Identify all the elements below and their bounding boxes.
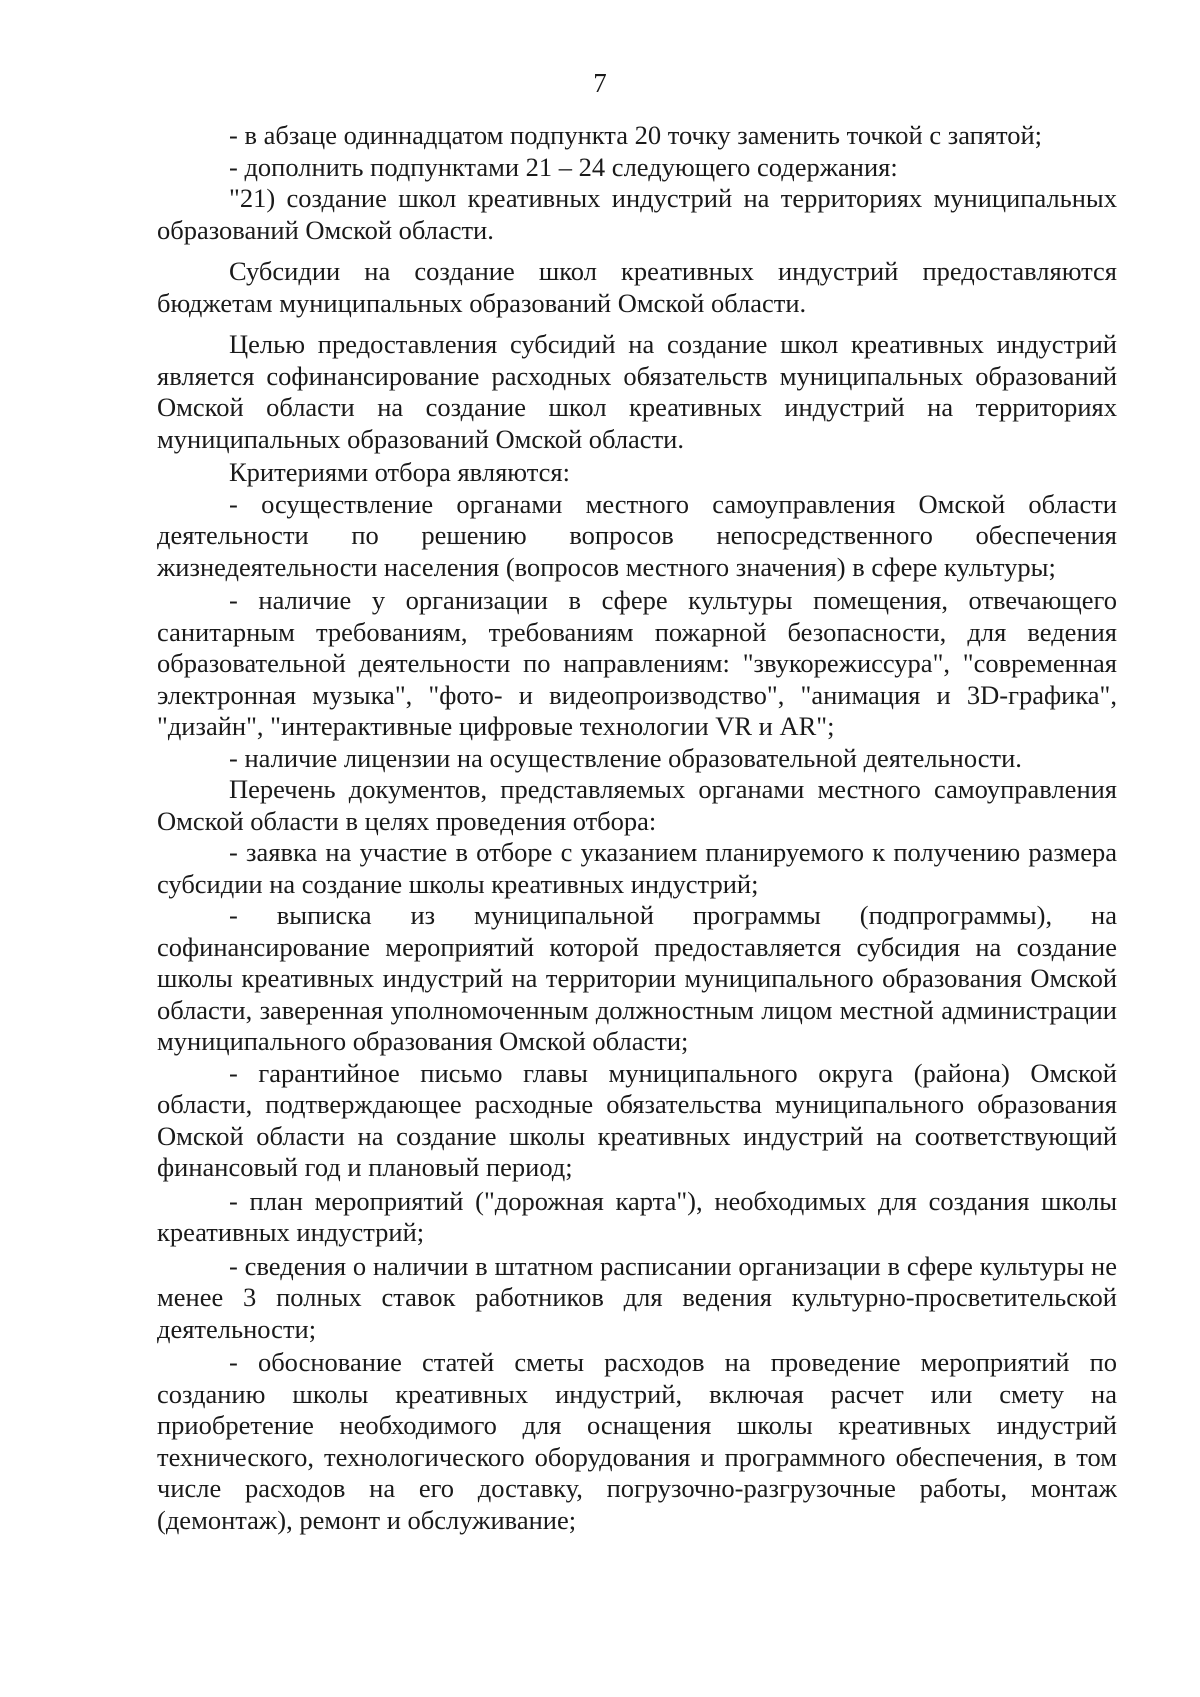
- paragraph-doc-roadmap: - план мероприятий ("дорожная карта"), необходимых для создания школы креативных индустрий;: [157, 1185, 1117, 1247]
- paragraph-doc-guarantee-letter: - гарантийное письмо главы муниципального округа (района) Омской области, подтверждающее расходные обязательства муниципального образования Омской области на создание школы креативных индустрий на соответствующий финансовый год и плановый период;: [157, 1057, 1117, 1182]
- paragraph-documents-heading: Перечень документов, представляемых органами местного самоуправления Омской области в целях проведения отбора:: [157, 774, 1117, 836]
- paragraph-doc-staffing: - сведения о наличии в штатном расписании организации в сфере культуры не менее 3 полных ставок работников для ведения культурно-просветительской деятельности;: [157, 1250, 1117, 1344]
- paragraph-amend-subparagraph-20: - в абзаце одиннадцатом подпункта 20 точку заменить точкой с запятой;: [229, 120, 1043, 150]
- paragraph-subsidy-goal: Целью предоставления субсидий на создание школ креативных индустрий является софинансирование расходных обязательств муниципальных образований Омской области на создание школ креативных индустрий на территориях муниципальных образований Омской области.: [157, 329, 1117, 454]
- page-number: 7: [593, 68, 607, 98]
- paragraph-doc-application: - заявка на участие в отборе с указанием планируемого к получению размера субсидии на создание школы креативных индустрий;: [157, 837, 1117, 899]
- paragraph-criterion-license: - наличие лицензии на осуществление образовательной деятельности.: [229, 742, 1022, 773]
- paragraph-subparagraph-21: "21) создание школ креативных индустрий на территориях муниципальных образований Омской области.: [157, 183, 1117, 245]
- paragraph-doc-cost-justification: - обоснование статей сметы расходов на проведение мероприятий по созданию школы креативных индустрий, включая расчет или смету на приобретение необходимого для оснащения школы креативных индустрий технического, технологического оборудования и программного обеспечения, в том числе расходов на его доставку, погрузочно-разгрузочные работы, монтаж (демонтаж), ремонт и обслуживание;: [157, 1347, 1117, 1535]
- paragraph-add-subparagraphs: - дополнить подпунктами 21 – 24 следующего содержания:: [229, 151, 898, 182]
- paragraph-criteria-heading: Критериями отбора являются:: [229, 457, 570, 487]
- paragraph-criterion-local-government: - осуществление органами местного самоуправления Омской области деятельности по решению вопросов непосредственного обеспечения жизнедеятельности населения (вопросов местного значения) в сфере культуры;: [157, 488, 1117, 582]
- paragraph-subsidies-provided: Субсидии на создание школ креативных индустрий предоставляются бюджетам муниципальных образований Омской области.: [157, 256, 1117, 318]
- paragraph-criterion-premises: - наличие у организации в сфере культуры помещения, отвечающего санитарным требованиям, требованиям пожарной безопасности, для ведения образовательной деятельности по направлениям: "звукорежиссура", "современная электронная музыка", "фото- и видеопроизводство", "анимация и 3D-графика", "дизайн", "интерактивные цифровые технологии VR и AR";: [157, 585, 1117, 741]
- paragraph-doc-program-extract: - выписка из муниципальной программы (подпрограммы), на софинансирование мероприятий которой предоставляется субсидия на создание школы креативных индустрий на территории муниципального образования Омской области, заверенная уполномоченным должностным лицом местной администрации муниципального образования Омской области;: [157, 900, 1117, 1056]
- document-body: [157, 120, 1117, 1536]
